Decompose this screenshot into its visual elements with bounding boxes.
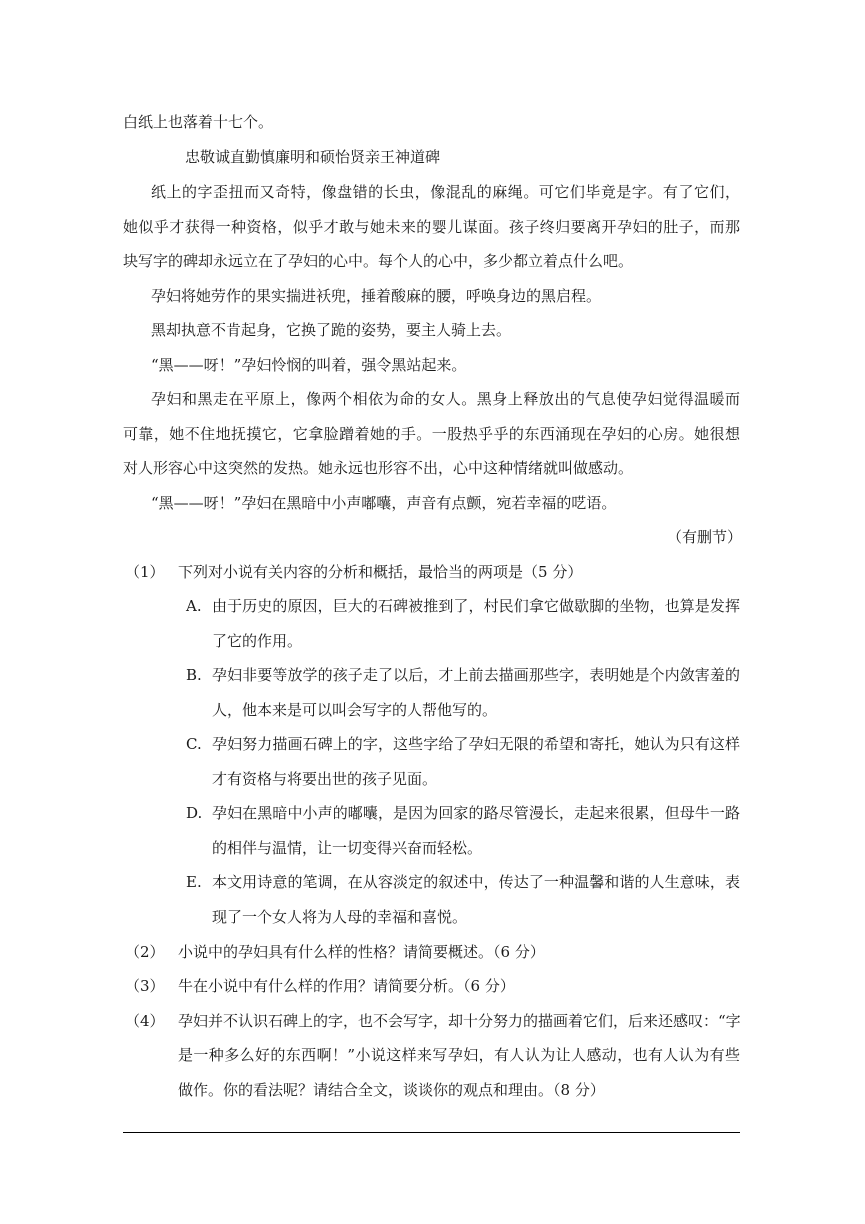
option-letter: C. bbox=[186, 735, 202, 753]
paragraph-line: 黑却执意不肯起身，它换了跪的姿势，要主人骑上去。 bbox=[151, 321, 512, 339]
story-line: 白纸上也落着十七个。 bbox=[123, 113, 274, 131]
question-text: 小说中的孕妇具有什么样的性格？请简要概述。（6 分） bbox=[178, 943, 545, 961]
stele-inscription: 忠敬诚直勤慎廉明和硕怡贤亲王神道碑 bbox=[185, 148, 441, 166]
option-text: 的相伴与温情，让一切变得兴奋而轻松。 bbox=[212, 839, 483, 857]
option-text: 孕妇非要等放学的孩子走了以后，才上前去描画那些字，表明她是个内敛害羞的 bbox=[212, 666, 740, 684]
question-number: （2） bbox=[125, 943, 165, 961]
option-letter: D. bbox=[186, 804, 203, 822]
question-number: （1） bbox=[125, 563, 165, 581]
question-number: （4） bbox=[125, 1012, 165, 1030]
abridged-note: （有删节） bbox=[666, 528, 742, 546]
option-text: 孕妇努力描画石碑上的字，这些字给了孕妇无限的希望和寄托，她认为只有这样 bbox=[212, 735, 740, 753]
option-letter: B. bbox=[186, 666, 202, 684]
option-letter: A. bbox=[186, 597, 202, 615]
paragraph-line: 块写字的碑却永远立在了孕妇的心中。每个人的心中，多少都立着点什么吧。 bbox=[123, 252, 634, 270]
paragraph-line: “黑——呀！”孕妇怜悯的叫着，强令黑站起来。 bbox=[151, 356, 467, 374]
question-text: 孕妇并不认识石碑上的字，也不会写字，却十分努力的描画着它们，后来还感叹：“字 bbox=[178, 1012, 741, 1030]
question-text: 下列对小说有关内容的分析和概括，最恰当的两项是（5 分） bbox=[178, 563, 583, 581]
footer-rule bbox=[123, 1132, 740, 1133]
option-text: 了它的作用。 bbox=[212, 632, 303, 650]
option-text: 人，他本来是可以叫会写字的人帮他写的。 bbox=[212, 701, 498, 719]
question-number: （3） bbox=[125, 977, 165, 995]
paragraph-line: 她似乎才获得一种资格，似乎才敢与她未来的婴儿谋面。孩子终归要离开孕妇的肚子，而那 bbox=[123, 218, 740, 236]
option-text: 由于历史的原因，巨大的石碑被推到了，村民们拿它做歇脚的坐物，也算是发挥 bbox=[212, 597, 740, 615]
option-text: 本文用诗意的笔调，在从容淡定的叙述中，传达了一种温馨和谐的人生意味，表 bbox=[212, 873, 740, 891]
option-text: 才有资格与将要出世的孩子见面。 bbox=[212, 770, 438, 788]
paragraph-line: 可靠，她不住地抚摸它，它拿脸蹭着她的手。一股热乎乎的东西涌现在孕妇的心房。她很想 bbox=[123, 425, 740, 443]
option-text: 孕妇在黑暗中小声的嘟囔，是因为回家的路尽管漫长，走起来很累，但母牛一路 bbox=[212, 804, 740, 822]
paragraph-line: 对人形容心中这突然的发热。她永远也形容不出，心中这种情绪就叫做感动。 bbox=[123, 459, 634, 477]
question-text: 是一种多么好的东西啊！”小说这样来写孕妇，有人认为让人感动，也有人认为有些 bbox=[178, 1046, 740, 1064]
option-letter: E. bbox=[186, 873, 202, 891]
paragraph-line: 孕妇将她劳作的果实揣进袄兜，捶着酸麻的腰，呼唤身边的黑启程。 bbox=[151, 287, 602, 305]
option-text: 现了一个女人将为人母的幸福和喜悦。 bbox=[212, 908, 468, 926]
paragraph-line: 纸上的字歪扭而又奇特，像盘错的长虫，像混乱的麻绳。可它们毕竟是字。有了它们， bbox=[151, 183, 740, 201]
paragraph-line: “黑——呀！”孕妇在黑暗中小声嘟囔，声音有点颤，宛若幸福的呓语。 bbox=[151, 494, 617, 512]
question-text: 做作。你的看法呢？请结合全文，谈谈你的观点和理由。（8 分） bbox=[178, 1081, 605, 1099]
question-text: 牛在小说中有什么样的作用？请简要分析。（6 分） bbox=[178, 977, 515, 995]
paragraph-line: 孕妇和黑走在平原上，像两个相依为命的女人。黑身上释放出的气息使孕妇觉得温暖而 bbox=[151, 390, 740, 408]
